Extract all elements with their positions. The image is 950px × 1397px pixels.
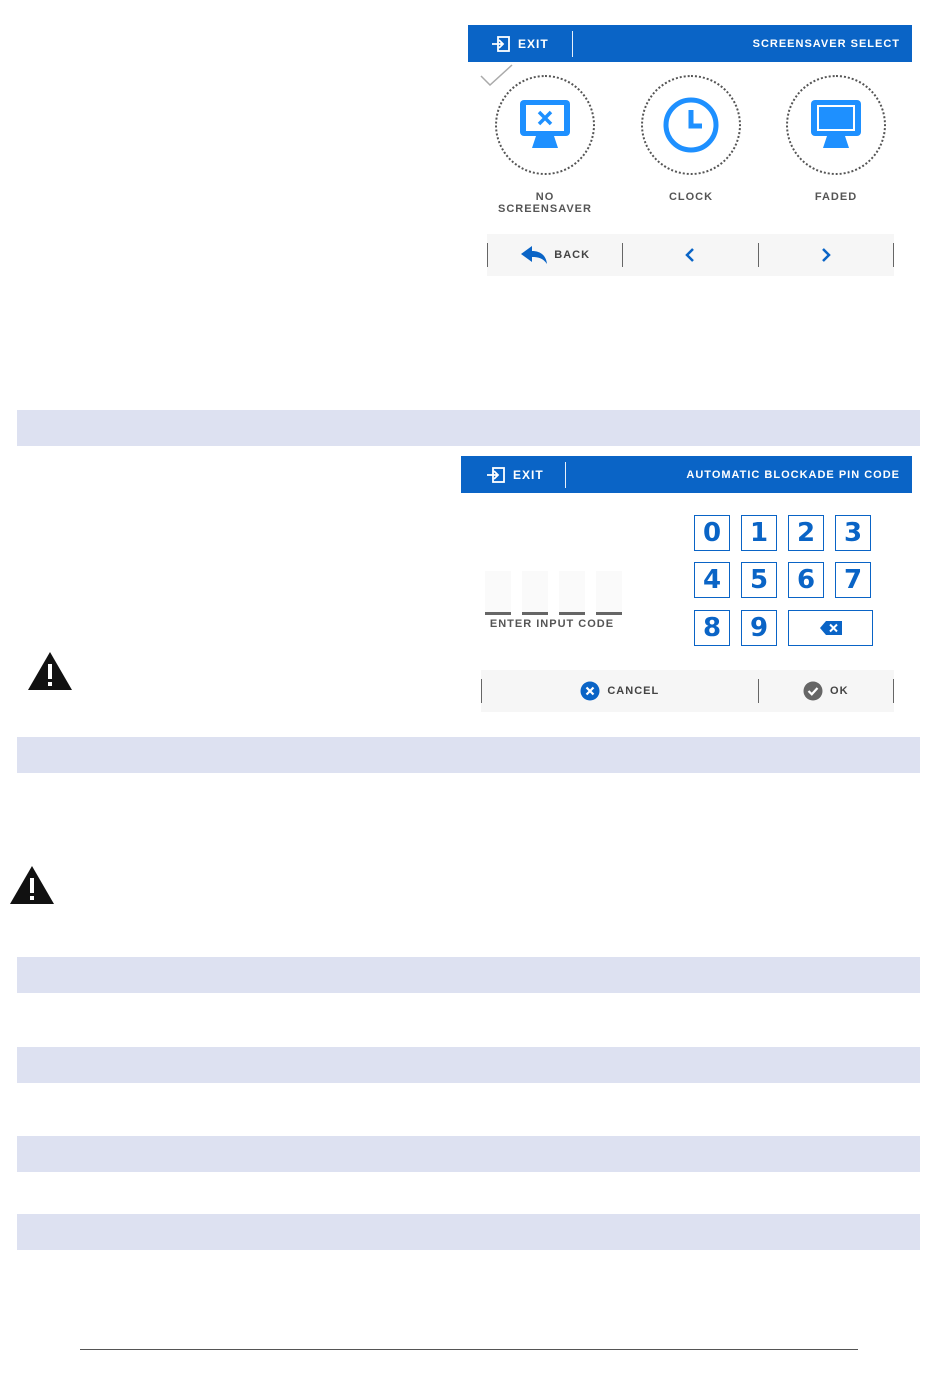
back-label: BACK (554, 249, 591, 261)
back-button[interactable] (488, 234, 622, 276)
option-label: FADED (814, 191, 858, 203)
exit-label: EXIT (518, 36, 549, 51)
nav-divider (893, 679, 894, 703)
backspace-key[interactable] (788, 610, 873, 646)
exit-icon (487, 467, 505, 483)
clock-icon (662, 96, 720, 154)
panel-title: AUTOMATIC BLOCKADE PIN CODE (686, 468, 900, 481)
pin-input-caption: ENTER INPUT CODE (489, 618, 615, 630)
screensaver-nav-bar (487, 234, 894, 276)
key-7[interactable]: 7 (835, 562, 871, 598)
exit-label: EXIT (513, 467, 544, 482)
section-band (17, 1136, 920, 1172)
key-3[interactable]: 3 (835, 515, 871, 551)
header-divider (565, 462, 566, 488)
panel-title: SCREENSAVER SELECT (752, 37, 900, 50)
key-9[interactable]: 9 (741, 610, 777, 646)
warning-icon (9, 865, 55, 905)
option-clock[interactable] (636, 75, 746, 203)
pin-digit-slot (596, 571, 622, 615)
previous-button[interactable] (623, 234, 757, 276)
option-circle (495, 75, 595, 175)
section-band (17, 410, 920, 446)
exit-button[interactable] (461, 456, 565, 493)
header-divider (572, 31, 573, 57)
nav-divider (893, 243, 894, 267)
key-8[interactable]: 8 (694, 610, 730, 646)
exit-button[interactable] (468, 25, 572, 62)
chevron-left-icon (684, 247, 696, 263)
key-4[interactable]: 4 (694, 562, 730, 598)
pin-action-bar (481, 670, 894, 712)
cancel-button[interactable] (482, 670, 758, 712)
pin-digit-slot (522, 571, 548, 615)
section-band (17, 1047, 920, 1083)
ok-check-icon (803, 681, 823, 701)
cancel-label: CANCEL (607, 685, 660, 697)
option-circle (786, 75, 886, 175)
pin-header (461, 456, 912, 493)
key-6[interactable]: 6 (788, 562, 824, 598)
key-2[interactable]: 2 (788, 515, 824, 551)
pin-digit-slot (485, 571, 511, 615)
section-band (17, 1214, 920, 1250)
warning-icon (27, 651, 73, 691)
screensaver-header (468, 25, 912, 62)
option-label: CLOCK (668, 191, 714, 203)
key-5[interactable]: 5 (741, 562, 777, 598)
section-band (17, 957, 920, 993)
monitor-icon (807, 96, 865, 154)
section-band (17, 737, 920, 773)
option-label: NO SCREENSAVER (498, 191, 592, 215)
chevron-right-icon (820, 247, 832, 263)
option-circle (641, 75, 741, 175)
option-faded[interactable] (781, 75, 891, 203)
next-button[interactable] (759, 234, 893, 276)
monitor-x-icon (516, 96, 574, 154)
exit-icon (492, 36, 510, 52)
ok-label: OK (830, 685, 849, 697)
key-0[interactable]: 0 (694, 515, 730, 551)
back-arrow-icon (520, 245, 548, 265)
ok-button[interactable] (759, 670, 893, 712)
backspace-icon (819, 620, 843, 636)
footer-divider (80, 1349, 858, 1350)
option-no-screensaver[interactable] (490, 75, 600, 215)
key-1[interactable]: 1 (741, 515, 777, 551)
pin-digit-slot (559, 571, 585, 615)
cancel-icon (580, 681, 600, 701)
